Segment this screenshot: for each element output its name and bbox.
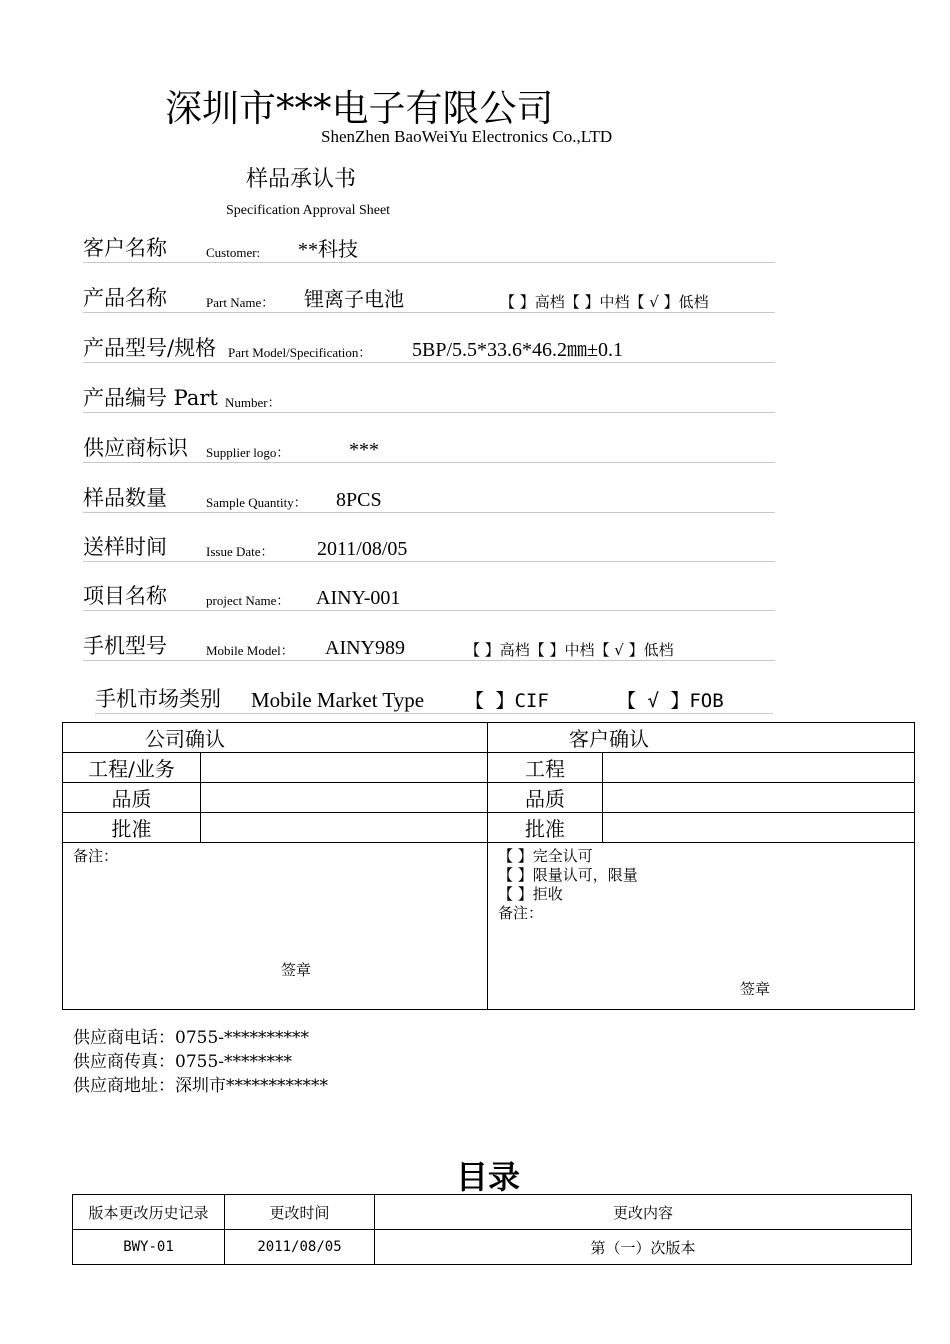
row-label-left: 批准: [63, 813, 201, 843]
market-fob-option: 【 √ 】FOB: [617, 690, 724, 712]
field-part-name: [83, 282, 775, 313]
field-label-cn: 产品名称: [83, 286, 167, 310]
field-sample-quantity: [83, 482, 775, 513]
option-reject: 【 】拒收: [498, 885, 563, 903]
field-label-en: Customer:: [206, 245, 261, 260]
field-market-type: [95, 683, 773, 714]
field-mobile-model: [83, 630, 775, 661]
confirmation-table: [62, 722, 915, 1010]
seal-label: 签章: [740, 980, 771, 998]
market-cif-option: 【 】CIF: [465, 690, 549, 712]
option-full-approval: 【 】完全认可: [498, 847, 593, 865]
supplier-address: 供应商地址：深圳市************: [73, 1076, 328, 1096]
field-label-cn: 手机型号: [83, 634, 167, 658]
table-header-row: [73, 1195, 912, 1230]
signature-cell: [603, 753, 915, 783]
document-title-cn: 样品承认书: [246, 167, 357, 192]
table-cell: 第（一）次版本: [375, 1230, 912, 1265]
seal-label: 签章: [281, 961, 312, 979]
toc-title: 目录: [456, 1158, 521, 1196]
field-value: AINY989: [325, 637, 405, 659]
field-value: AINY-001: [316, 587, 401, 609]
company-confirm-header: 公司确认: [63, 723, 488, 753]
market-label-cn: 手机市场类别: [95, 687, 221, 711]
row-label-right: 品质: [488, 783, 603, 813]
column-header: 版本更改历史记录: [73, 1195, 225, 1230]
version-history-table: [72, 1194, 912, 1265]
field-label-en: Part Name：: [206, 295, 275, 310]
field-issue-date: [83, 531, 775, 562]
signature-cell: [201, 813, 488, 843]
field-label-en: Part Model/Specification：: [228, 345, 372, 360]
row-label-right: 工程: [488, 753, 603, 783]
column-header: 更改内容: [375, 1195, 912, 1230]
field-label-en: Sample Quantity：: [206, 495, 307, 510]
row-label-left: 工程/业务: [63, 753, 201, 783]
field-label-cn: 项目名称: [83, 584, 167, 608]
row-label-right: 批准: [488, 813, 603, 843]
field-value: 5BP/5.5*33.6*46.2㎜±0.1: [412, 339, 623, 361]
company-name-cn: 深圳市***电子有限公司: [165, 87, 554, 130]
field-label-cn: 供应商标识: [83, 436, 188, 460]
market-label-en: Mobile Market Type: [251, 688, 425, 712]
table-row: [73, 1230, 912, 1265]
signature-cell: [603, 783, 915, 813]
column-header: 更改时间: [225, 1195, 375, 1230]
customer-remark-cell: [488, 843, 915, 1010]
supplier-phone: 供应商电话：0755-**********: [73, 1028, 310, 1048]
field-label-cn: 客户名称: [83, 236, 167, 260]
field-part-model: [83, 332, 775, 363]
field-label-cn: 送样时间: [83, 535, 167, 559]
table-cell: BWY-01: [73, 1230, 225, 1265]
field-value: ***: [349, 439, 379, 461]
field-label-en: Issue Date：: [206, 544, 274, 559]
signature-cell: [201, 783, 488, 813]
field-supplier-logo: [83, 432, 775, 463]
remark-label: 备注：: [73, 847, 119, 865]
field-value: 8PCS: [336, 489, 382, 511]
field-label-cn: 样品数量: [83, 486, 167, 510]
field-label-en: project Name：: [206, 593, 290, 608]
field-project-name: [83, 580, 775, 611]
company-name-en: ShenZhen BaoWeiYu Electronics Co.,LTD: [321, 127, 613, 146]
customer-confirm-header: 客户确认: [488, 723, 915, 753]
field-label-en: Number：: [225, 395, 281, 410]
document-title-en: Specification Approval Sheet: [226, 203, 391, 218]
signature-cell: [603, 813, 915, 843]
field-label-cn: 产品编号 Part: [83, 386, 218, 410]
remark-label: 备注：: [498, 904, 544, 922]
grade-selector: 【 】高档【 】中档【 √ 】低档: [500, 293, 709, 311]
grade-selector: 【 】高档【 】中档【 √ 】低档: [465, 641, 674, 659]
supplier-fax: 供应商传真：0755-********: [73, 1052, 293, 1072]
field-label-en: Supplier logo：: [206, 445, 290, 460]
row-label-left: 品质: [63, 783, 201, 813]
company-remark-cell: [63, 843, 488, 1010]
field-label-cn: 产品型号/规格: [83, 336, 217, 360]
field-label-en: Mobile Model：: [206, 643, 294, 658]
field-value: **科技: [298, 239, 358, 261]
option-limited-approval: 【 】限量认可，限量: [498, 866, 638, 884]
field-customer: [83, 232, 775, 263]
field-value: 2011/08/05: [317, 538, 408, 560]
table-cell: 2011/08/05: [225, 1230, 375, 1265]
field-part-number: [83, 382, 775, 413]
signature-cell: [201, 753, 488, 783]
field-value: 锂离子电池: [304, 289, 404, 311]
